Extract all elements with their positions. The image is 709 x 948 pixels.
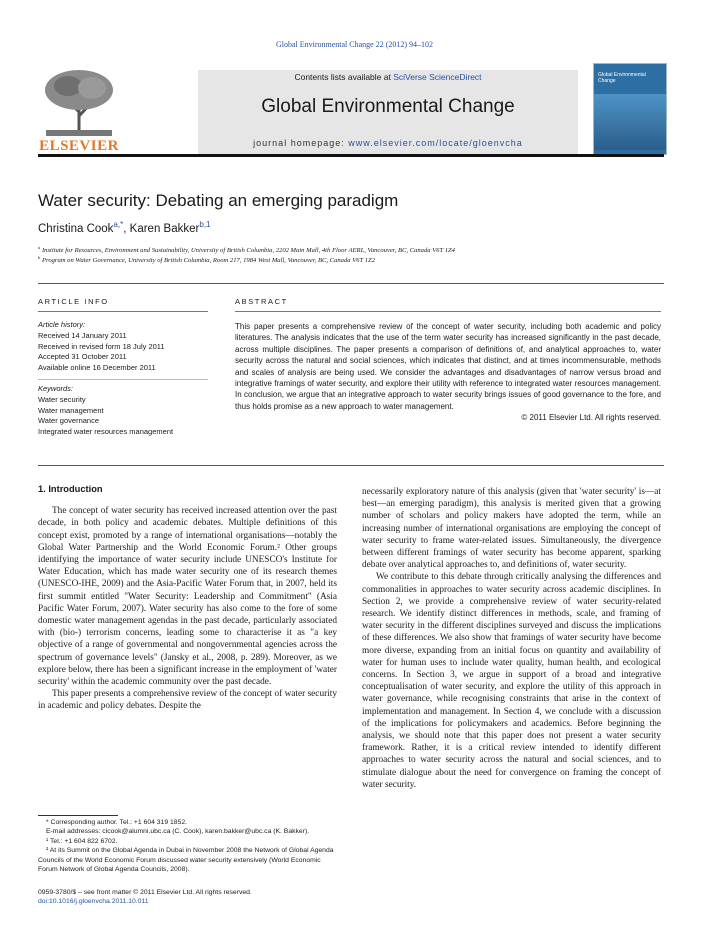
affiliation-a-mark: a	[38, 244, 41, 250]
header-rule	[38, 154, 664, 157]
abstract-text: This paper presents a comprehensive review of the concept of water security, including both academic and policy literatures. The analysis indicates that the use of the term water security has increased significantly in the past decade, across multiple disciplines. The paper presents a comparison of definitions of, and analytical approaches to, water security across the natural and social sciences, which indicates that distinct, and at times incommensurable, methods and scales of analysis are being used. We consider the advantages and disadvantages of narrow versus broad and integrative framings of water security, and explore their utility with reference to integrated water resources management. In conclusion, we argue that an integrative approach to water security brings issues of good governance to the fore, and thus holds promise as a new approach to water management.	[235, 322, 661, 411]
info-divider	[38, 379, 208, 380]
contents-line	[198, 72, 578, 82]
abstract-copyright: © 2011 Elsevier Ltd. All rights reserved.	[521, 413, 661, 423]
doi-link[interactable]: doi:10.1016/j.gloenvcha.2011.10.011	[38, 898, 149, 906]
keyword-item: Water management	[38, 405, 104, 415]
history-item: Accepted 31 October 2011	[38, 352, 127, 362]
author-cook: Christina Cook	[38, 223, 114, 235]
abstract-rule	[235, 311, 661, 312]
footnote-1: ¹ Tel.: +1 604 822 6702.	[46, 837, 118, 845]
journal-homepage	[198, 138, 578, 148]
paragraph: We contribute to this debate through critically analysing the differences and commonalities in approaches to water security across academic disciplines. In Section 2, we provide a comprehensive review of water security-related research. We identify distinct differences in methods, scale, and framing of water security in the different disciplines surveyed and discuss the implications of these differences. We also show that framings of water security have become more diverse, expanding from an initial focus on quantity and availability of water for human uses to include water quality, human health, and ecological concerns. In Section 3, we argue in support of a broad and integrative conceptualisation of water security, and explore the utility of this approach in water governance, while recognising constraints that arise in the context of implementation and management. In Section 4, we conclude with a discussion of the implications for policymakers and academics. Before beginning the analysis, we should note that this paper does not present a water security framework. Rather, it is a critical review intended to identify different approaches to water security across the natural and social sciences, and to stimulate dialogue about the need for convergence on framing the concept of water security.	[362, 572, 661, 790]
paragraph: The concept of water security has received increased attention over the past decade, in both policy and academic debates. Multiple definitions of this concept exist, promoted by a range of international organisations—notably the Global Water Partnership and the World Economic Forum.² Other groups identifying the importance of water security include UNESCO's Institute for Water Education, which has made water security one of its research themes (UNESCO-IHE, 2009) and the Asia-Pacific Water Forum that, in 2007, held its first summit entitled "Water Security: Leadership and Commitment" (Asia Pacific Water Forum, 2007). Water security has also come to the fore of some domestic water management agendas in the past decade, particularly associated with (bio-) terrorism concerns, leading some to characterise it as "a key objective of a range of governmental and nongovernmental agencies across the spectrum of governance levels" (Jansky et al., 2008, p. 289). Moreover, as we explore below, there has been a significant increase in the employment of 'water security' within the academic community over the past decade.	[38, 506, 337, 688]
contents-prefix: Contents lists available at	[294, 72, 394, 82]
title-rule	[38, 283, 664, 284]
keywords	[38, 384, 208, 438]
article-history	[38, 320, 208, 374]
history-item: Received in revised form 18 July 2011	[38, 341, 165, 351]
history-item: Available online 16 December 2011	[38, 363, 156, 373]
paragraph: necessarily exploratory nature of this analysis (given that 'water security' is—at best—an emerging paradigm), this analysis is merited given that a growing number of scholars and policy makers have adopted the term, while an increasing number of international organisations are employing the concept of water security to frame water-related issues. Simultaneously, the divergence between different framings of water security has become apparent, sparking debate over analytical approaches to, and definitions of, water security.	[362, 487, 661, 571]
front-matter	[38, 888, 252, 907]
info-rule	[38, 311, 208, 312]
journal-cover-thumbnail	[593, 63, 667, 155]
author-cook-marks[interactable]: a,*	[113, 220, 124, 230]
affiliation-a	[38, 244, 455, 254]
abstract-heading: ABSTRACT	[235, 297, 288, 306]
history-item: Received 14 January 2011	[38, 330, 127, 340]
keyword-item: Water security	[38, 394, 86, 404]
cover-band	[594, 94, 666, 150]
issn-line: 0959-3780/$ – see front matter © 2011 Elsevier Ltd. All rights reserved.	[38, 889, 252, 896]
abstract-body	[235, 321, 661, 424]
author-line	[38, 220, 211, 235]
author-bakker-marks[interactable]: b,1	[199, 220, 211, 230]
publisher-logo-text: ELSEVIER	[39, 138, 119, 154]
author-separator: ,	[123, 223, 130, 235]
left-column	[38, 483, 337, 713]
homepage-prefix: journal homepage:	[253, 138, 349, 148]
article-title: Water security: Debating an emerging paradigm	[38, 191, 399, 210]
sciencedirect-link[interactable]: SciVerse ScienceDirect	[393, 72, 482, 82]
footnote-corresponding: * Corresponding author. Tel.: +1 604 319 1852.	[46, 819, 188, 826]
tree-icon	[38, 68, 120, 138]
cover-title: Global Environmental Change	[598, 72, 646, 84]
author-bakker: Karen Bakker	[129, 223, 200, 235]
paragraph: This paper presents a comprehensive review of the concept of water security in academic and policy debates. Despite the	[38, 689, 337, 712]
section-heading-introduction: 1. Introduction	[38, 484, 103, 494]
affiliation-a-text: Institute for Resources, Environment and Sustainability, University of British Columbia, 2202 Main Mall, 4th Floor AERL, Vancouver, BC, Canada V6T 1Z4	[41, 247, 455, 254]
article-info-heading: ARTICLE INFO	[38, 297, 109, 306]
footnote-email[interactable]: E-mail addresses: clcook@alumni.ubc.ca (C. Cook), karen.bakker@ubc.ca (K. Bakker).	[46, 828, 310, 836]
affiliation-b-mark: b	[38, 254, 41, 260]
right-column	[362, 486, 661, 791]
footnote-rule	[38, 815, 118, 816]
footnote-2: ² At its Summit on the Global Agenda in Dubai in November 2008 the Network of Global Agenda Councils of the World Economic Forum discussed water security extensively (World Economic Forum Network of Global Agenda Councils, 2008).	[38, 847, 334, 874]
journal-citation[interactable]: Global Environmental Change 22 (2012) 94–102	[275, 40, 434, 49]
abstract-bottom-rule	[38, 465, 664, 466]
keywords-label: Keywords:	[38, 384, 74, 393]
keyword-item: Water governance	[38, 416, 100, 426]
affiliation-b	[38, 254, 375, 264]
affiliation-b-text: Program on Water Governance, University of British Columbia, Room 217, 1984 West Mall, Vancouver, BC, Canada V6T 1Z2	[41, 257, 375, 264]
footnotes	[38, 818, 337, 874]
homepage-link[interactable]: www.elsevier.com/locate/gloenvcha	[348, 138, 523, 148]
history-label: Article history:	[38, 320, 86, 329]
journal-title: Global Environmental Change	[261, 96, 515, 117]
keyword-item: Integrated water resources management	[38, 427, 174, 437]
